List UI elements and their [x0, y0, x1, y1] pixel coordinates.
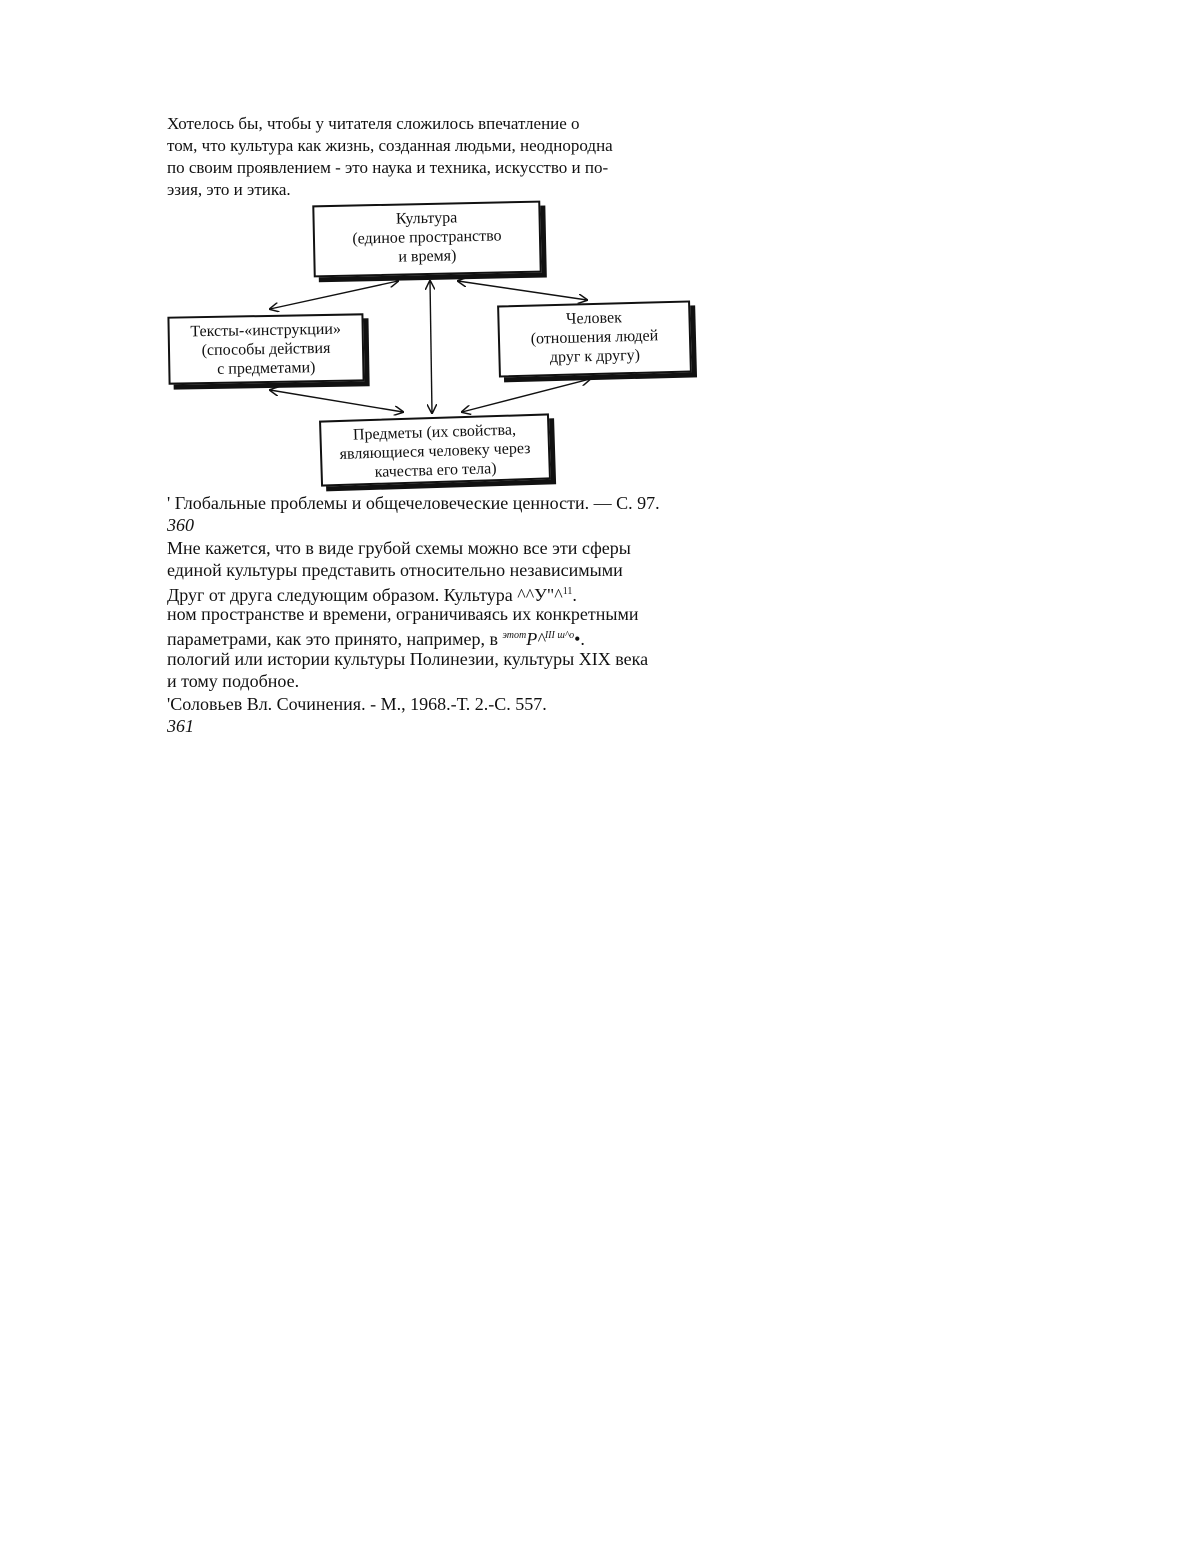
- page-number-361: 361: [167, 716, 194, 736]
- arrow-top-bottom: [430, 281, 432, 413]
- arrow-top-right: [458, 281, 587, 300]
- arrow-right-bottom: [462, 379, 590, 412]
- paragraph2-line-1: Мне кажется, что в виде грубой схемы можно все эти сферы: [167, 538, 631, 558]
- paragraph1-line-2: том, что культура как жизнь, созданная людьми, неоднородна: [167, 136, 613, 155]
- culture-diagram: [160, 195, 720, 495]
- box-culture: Культура (единое пространство и время): [312, 201, 541, 278]
- paragraph1-line-1: Хотелось бы, чтобы у читателя сложилось впечатление о: [167, 114, 580, 133]
- arrow-left-bottom: [270, 390, 403, 412]
- arrow-top-left: [270, 281, 398, 309]
- paragraph1-line-3: по своим проявлением - это наука и техника, искусство и по-: [167, 158, 609, 177]
- page-number-360: 360: [167, 515, 194, 535]
- paragraph2-line-7: и тому подобное.: [167, 671, 300, 691]
- footnote-1: ' Глобальные проблемы и общечеловеческие ценности. — С. 97.: [167, 493, 660, 513]
- paragraph1-line-4: эзия, это и этика.: [167, 180, 291, 199]
- paragraph2-line-4: ном пространстве и времени, ограничиваясь их конкретными: [167, 604, 639, 624]
- paragraph2-line-3: Друг от друга следующим образом. Культура ^^У"^$^{11}$.: [167, 585, 577, 605]
- paragraph2-line-5: параметрами, как это принято, например, в $^{этот}$P^$^{III ш\^{}о}$•.: [167, 629, 585, 649]
- paragraph2-line-6: пологий или истории культуры Полинезии, культуры XIX века: [167, 649, 649, 669]
- box-objects: Предметы (их свойства, являющиеся человеку через качества его тела): [319, 413, 551, 486]
- box-instruction-texts: Тексты-«инструкции» (способы действия с предметами): [167, 313, 364, 384]
- paragraph2-line-2: единой культуры представить относительно независимыми: [167, 560, 623, 580]
- box-human: Человек (отношения людей друг к другу): [497, 300, 692, 377]
- footnote-2: 'Соловьев Вл. Сочинения. - М., 1968.-Т. 2.-С. 557.: [167, 694, 547, 714]
